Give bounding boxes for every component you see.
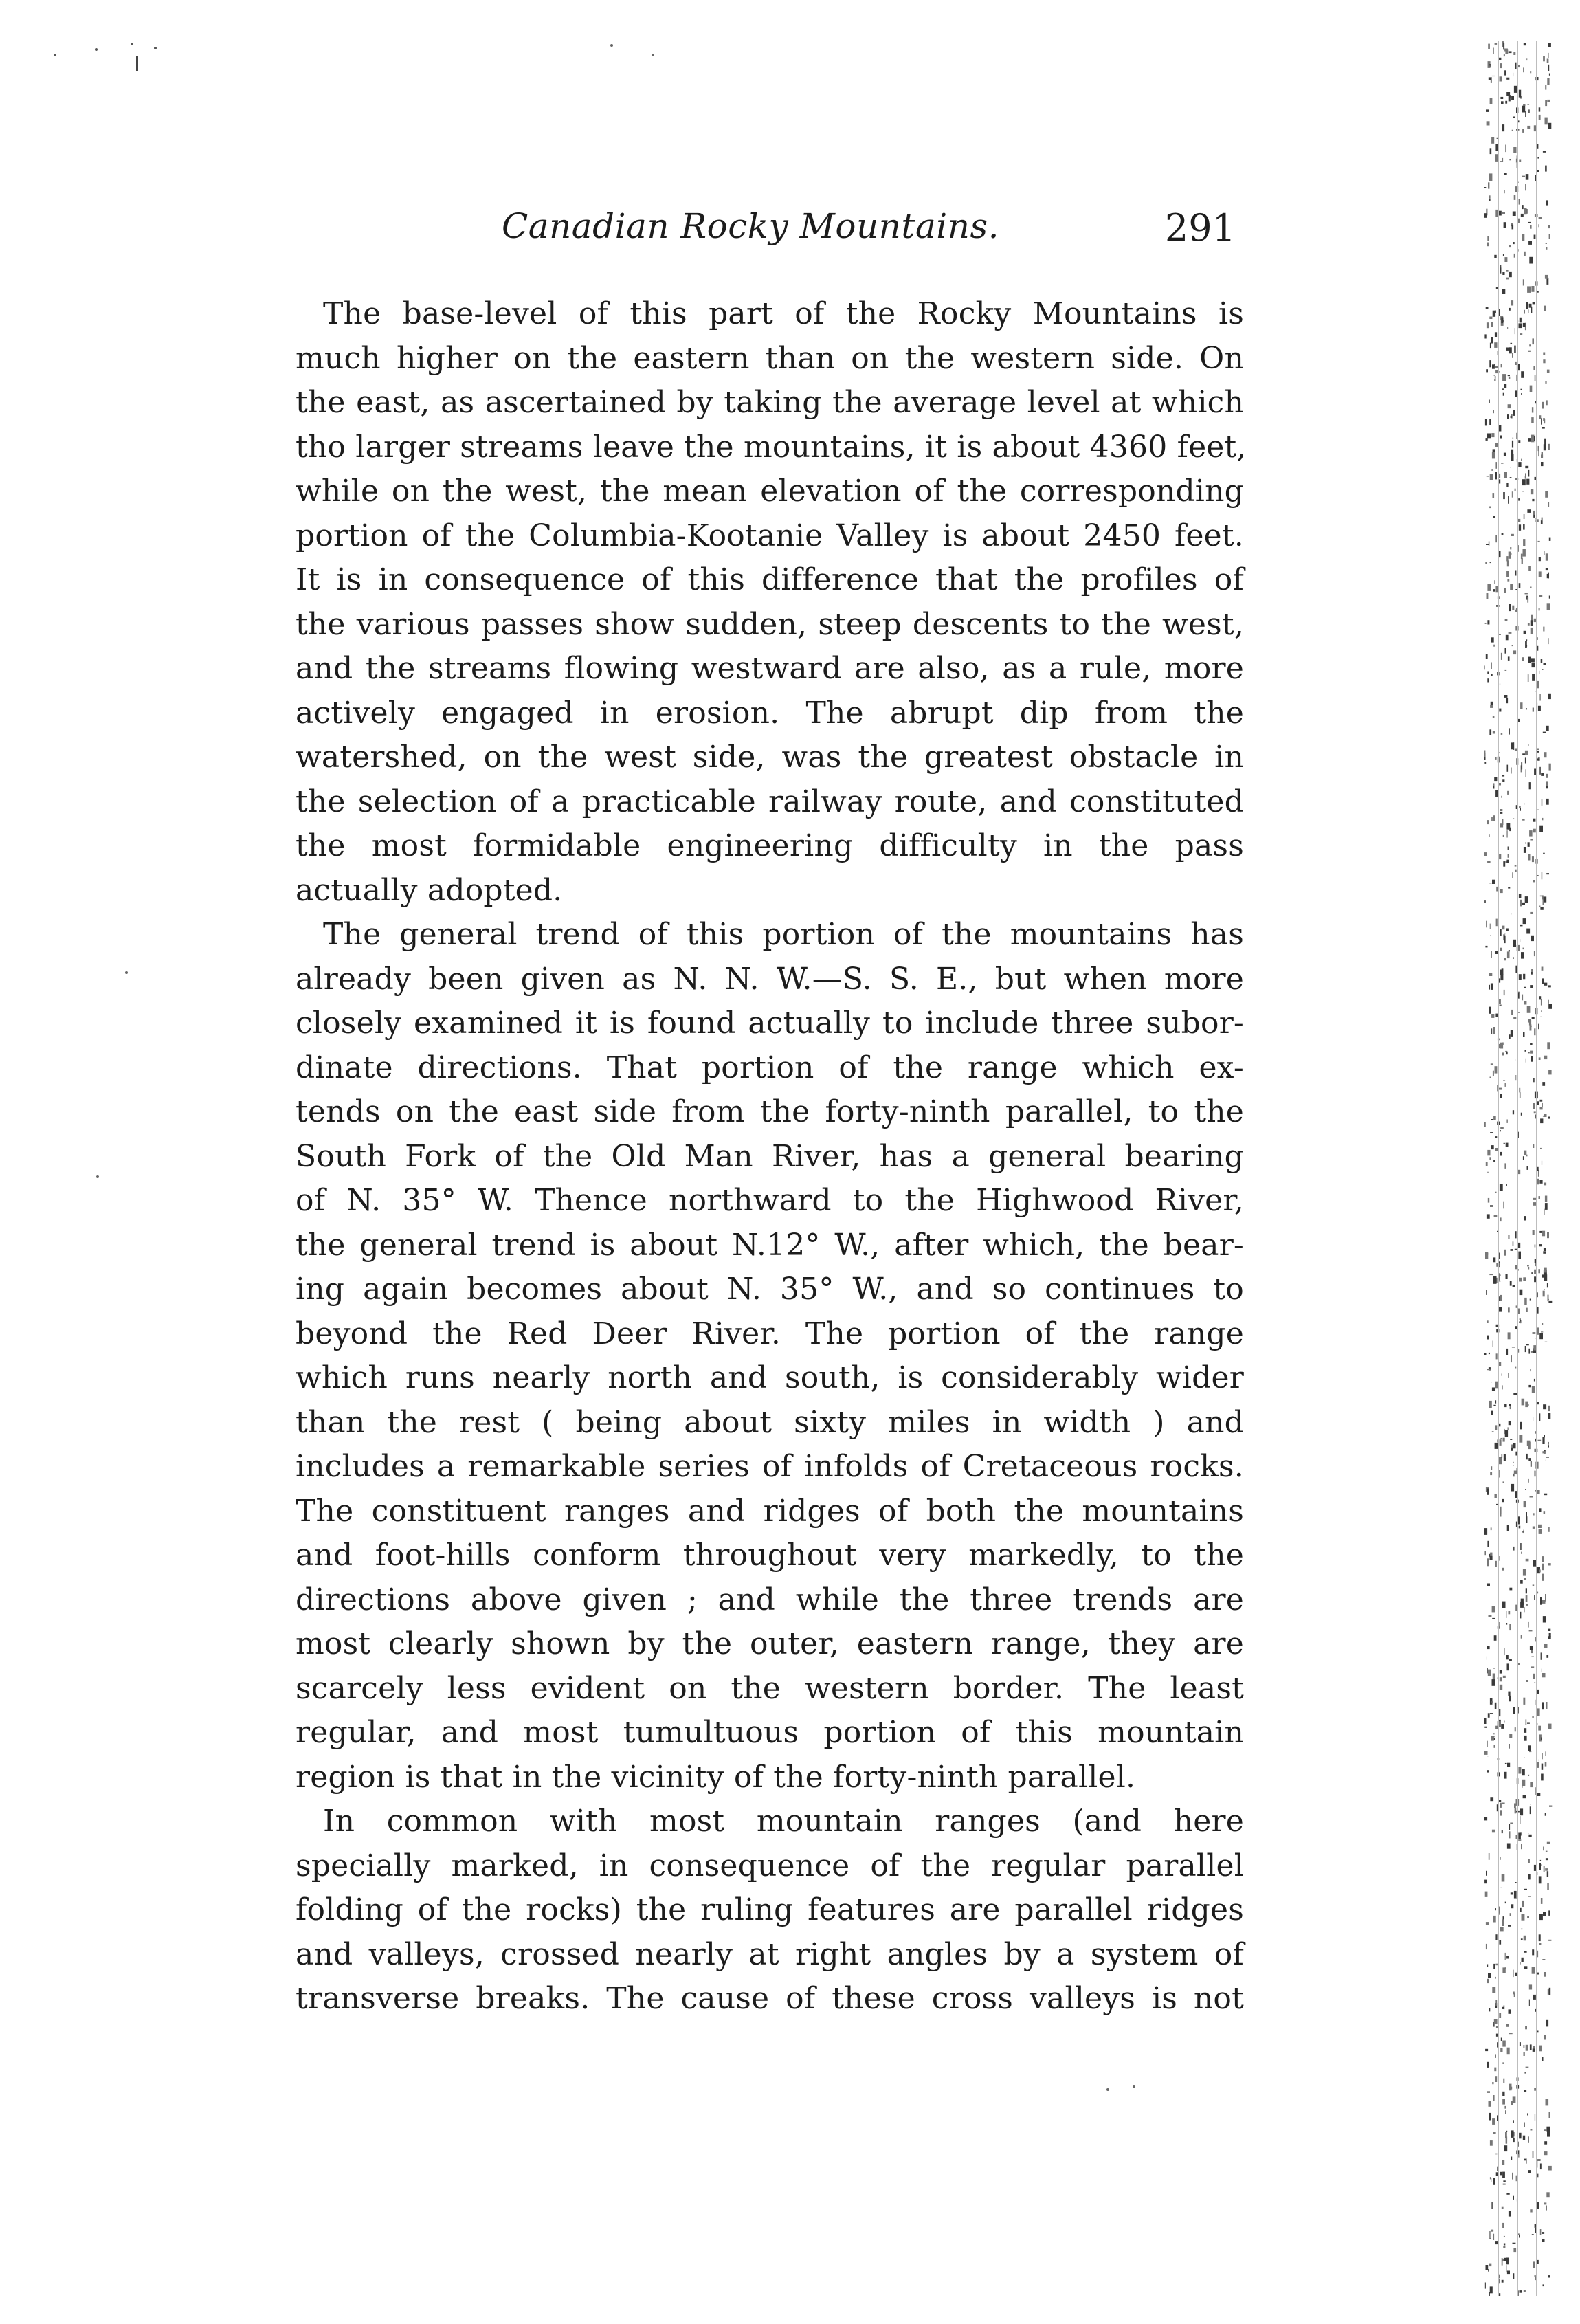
text-line: folding of the rocks) the ruling features are parallel ridges (296, 1892, 1244, 1927)
text-line: ing again becomes about N. 35° W., and so continues to (296, 1272, 1244, 1307)
text-line: The constituent ranges and ridges of both the mountains (296, 1493, 1244, 1529)
text-line: transverse breaks. The cause of these cross valleys is not (296, 1981, 1244, 2016)
text-line: while on the west, the mean elevation of the corresponding (296, 474, 1244, 509)
page-edge-shadow (1477, 41, 1580, 2296)
paragraph (296, 292, 1247, 913)
text-line: actively engaged in erosion. The abrupt dip from the (296, 695, 1244, 731)
text-line: It is in consequence of this difference that the profiles of (296, 562, 1244, 597)
paragraph (296, 1800, 1244, 2022)
text-line: and valleys, crossed nearly at right angles by a system of (296, 1936, 1244, 1972)
text-line: portion of the Columbia-Kootanie Valley is about 2450 feet. (296, 518, 1244, 553)
text-line: watershed, on the west side, was the greatest obstacle in (296, 740, 1244, 775)
text-line: South Fork of the Old Man River, has a general bearing (296, 1138, 1244, 1174)
text-line: which runs nearly north and south, is considerably wider (296, 1360, 1244, 1395)
text-line: the various passes show sudden, steep descents to the west, (296, 606, 1244, 642)
text-line: actually adopted. (296, 872, 563, 908)
text-line: and foot-hills conform throughout very markedly, to the (296, 1538, 1244, 1573)
text-line: region is that in the vicinity of the forty-ninth parallel. (296, 1759, 1136, 1795)
text-line: beyond the Red Deer River. The portion of the range (296, 1316, 1244, 1351)
text-line: In common with most mountain ranges (and here (323, 1804, 1244, 1839)
text-line: tho larger streams leave the mountains, it is about 4360 feet, (296, 429, 1247, 465)
text-line: tends on the east side from the forty-ninth parallel, to the (296, 1094, 1244, 1129)
text-line: most clearly shown by the outer, eastern range, they are (296, 1626, 1244, 1661)
text-line: the general trend is about N.12° W., after which, the bear- (296, 1227, 1244, 1263)
running-title: Canadian Rocky Mountains. (502, 206, 1000, 246)
text-line: specially marked, in consequence of the regular parallel (296, 1848, 1244, 1883)
text-line: closely examined it is found actually to include three subor- (296, 1006, 1244, 1041)
text-line: and the streams flowing westward are also, as a rule, more (296, 651, 1244, 686)
text-line: already been given as N. N. W.—S. S. E., but when more (296, 961, 1244, 997)
paragraph (296, 913, 1244, 1800)
text-line: The base-level of this part of the Rocky Mountains is (323, 296, 1244, 331)
text-line: includes a remarkable series of infolds of Cretaceous rocks. (296, 1449, 1244, 1484)
text-line: regular, and most tumultuous portion of this mountain (296, 1715, 1244, 1750)
page-header (296, 206, 1244, 261)
text-line: much higher on the eastern than on the western side. On (296, 340, 1244, 376)
page-number: 291 (1164, 206, 1236, 250)
text-line: than the rest ( being about sixty miles in width ) and (296, 1404, 1244, 1440)
text-line: the selection of a practicable railway route, and constituted (296, 784, 1244, 819)
text-line: dinate directions. That portion of the range which ex- (296, 1050, 1244, 1085)
text-line: the east, as ascertained by taking the average level at which (296, 385, 1244, 420)
text-line: the most formidable engineering difficulty in the pass (296, 828, 1244, 863)
body-text (296, 292, 1247, 2022)
text-line: of N. 35° W. Thence northward to the Highwood River, (296, 1183, 1244, 1218)
text-line: The general trend of this portion of the mountains has (323, 917, 1244, 952)
text-line: directions above given ; and while the three trends are (296, 1582, 1244, 1617)
text-line: scarcely less evident on the western border. The least (296, 1670, 1244, 1706)
